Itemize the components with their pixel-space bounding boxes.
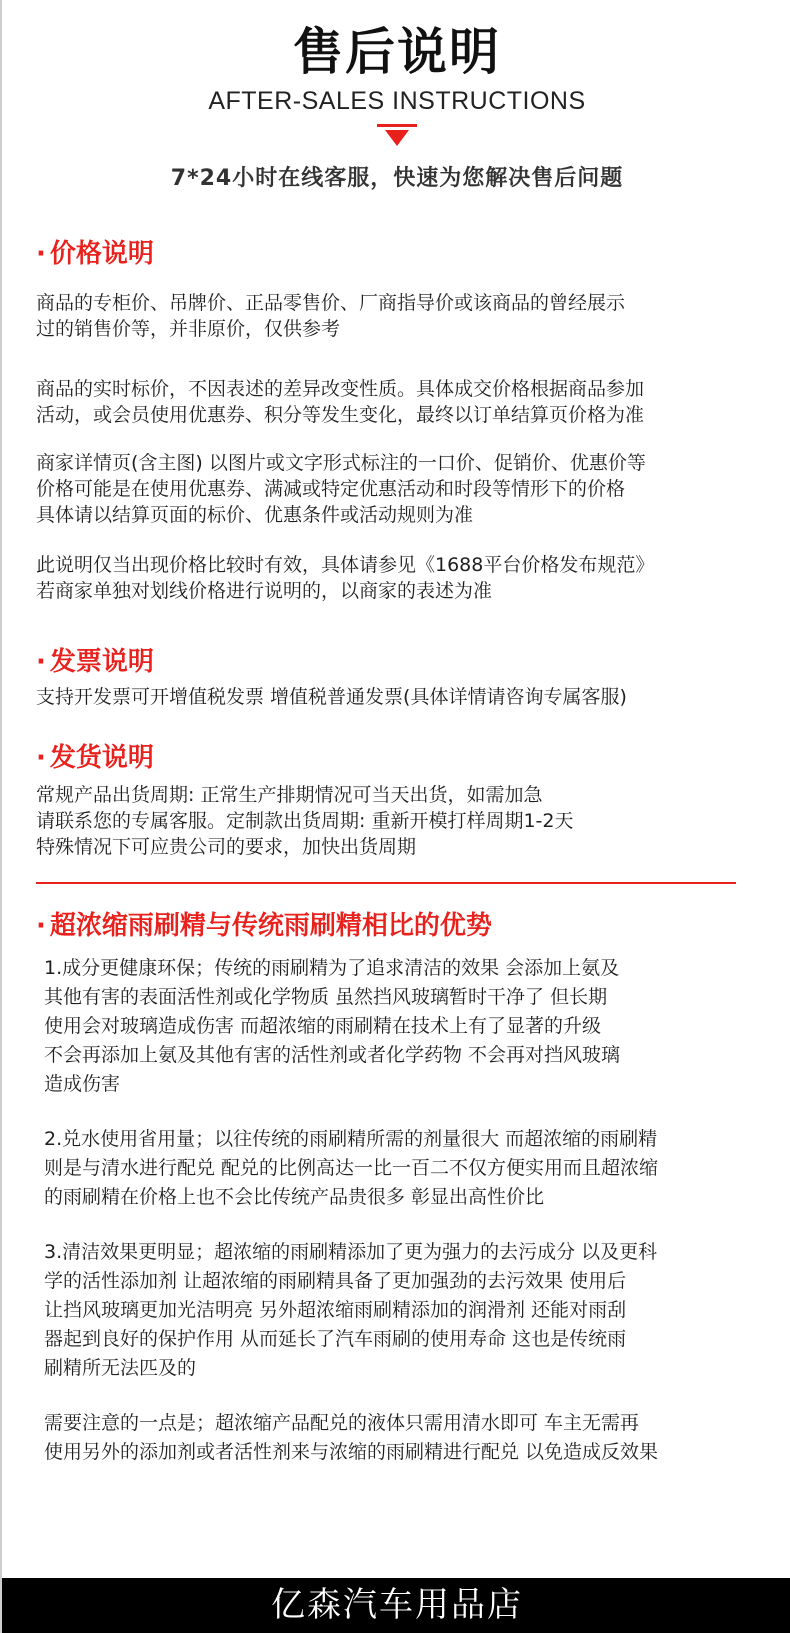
shipping-section-heading: · 发货说明 xyxy=(36,740,756,776)
bullet-dot-icon: · xyxy=(36,911,46,941)
bullet-dot-icon: · xyxy=(36,647,46,677)
price-paragraph: 商品的专柜价、吊牌价、正品零售价、厂商指导价或该商品的曾经展示 过的销售价等，并非原价，仅供参考 xyxy=(36,292,626,340)
bullet-dot-icon: · xyxy=(36,743,46,773)
price-paragraph: 商家详情页(含主图) 以图片或文字形式标注的一口价、促销价、优惠价等 价格可能是在使用优惠券、满减或特定优惠活动和时段等情形下的价格 具体请以结算页面的标价、优惠条件或活动规则为准 xyxy=(36,452,646,526)
bullet-dot-icon: · xyxy=(36,239,46,269)
advantage-paragraph: 2.兑水使用省用量；以往传统的雨刷精所需的剂量很大 而超浓缩的雨刷精 则是与清水进行配兑 配兑的比例高达一比一百二不仅方便实用而且超浓缩 的雨刷精在价格上也不会比传统产品贵很多 彰显出高性价比 xyxy=(44,1128,659,1208)
advantage-section-heading: · 超浓缩雨刷精与传统雨刷精相比的优势 xyxy=(36,908,756,944)
store-name-footer: 亿森汽车用品店 xyxy=(2,1578,790,1633)
invoice-section xyxy=(36,644,756,710)
invoice-paragraph: 支持开发票可开增值税发票 增值税普通发票(具体详情请咨询专属客服) xyxy=(36,686,627,708)
advantage-paragraph: 需要注意的一点是；超浓缩产品配兑的液体只需用清水即可 车主无需再 使用另外的添加剂或者活性剂来与浓缩的雨刷精进行配兑 以免造成反效果 xyxy=(44,1412,659,1463)
shipping-section xyxy=(36,740,756,860)
shipping-paragraph: 常规产品出货周期: 正常生产排期情况可当天出货，如需加急 请联系您的专属客服。定制款出货周期: 重新开模打样周期1-2天 特殊情况下可应贵公司的要求，加快出货周期 xyxy=(36,784,574,858)
advantage-section xyxy=(36,908,756,1467)
invoice-section-heading: · 发票说明 xyxy=(36,644,756,680)
content xyxy=(36,236,756,1467)
price-paragraph: 商品的实时标价，不因表述的差异改变性质。具体成交价格根据商品参加 活动，或会员使用优惠券、积分等发生变化，最终以订单结算页价格为准 xyxy=(36,378,645,426)
price-paragraph: 此说明仅当出现价格比较时有效，具体请参见《1688平台价格发布规范》 若商家单独对划线价格进行说明的，以商家的表述为准 xyxy=(36,554,655,602)
tagline: 7*24小时在线客服，快速为您解决售后问题 xyxy=(170,166,624,191)
down-triangle-icon xyxy=(377,124,417,150)
header xyxy=(2,22,790,194)
page-subtitle-en: AFTER-SALES INSTRUCTIONS xyxy=(208,87,586,115)
advantage-paragraph: 3.清洁效果更明显；超浓缩的雨刷精添加了更为强力的去污成分 以及更科 学的活性添加剂 让超浓缩的雨刷精具备了更加强劲的去污效果 使用后 让挡风玻璃更加光洁明亮 另外超浓缩雨刷精添加的润滑剂 还能对雨刮 器起到良好的保护作用 从而延长了汽车雨刷的使用寿命 这也是传统雨 刷精所无法匹及的 xyxy=(44,1241,658,1379)
price-section-heading: · 价格说明 xyxy=(36,236,756,272)
price-section xyxy=(36,236,756,604)
advantage-paragraph: 1.成分更健康环保；传统的雨刷精为了追求清洁的效果 会添加上氨及 其他有害的表面活性剂或化学物质 虽然挡风玻璃暂时干净了 但长期 使用会对玻璃造成伤害 而超浓缩的雨刷精在技术上有了显著的升级 不会再添加上氨及其他有害的活性剂或者化学药物 不会再对挡风玻璃 造成伤害 xyxy=(44,957,621,1095)
page-title: 售后说明 xyxy=(293,23,501,81)
